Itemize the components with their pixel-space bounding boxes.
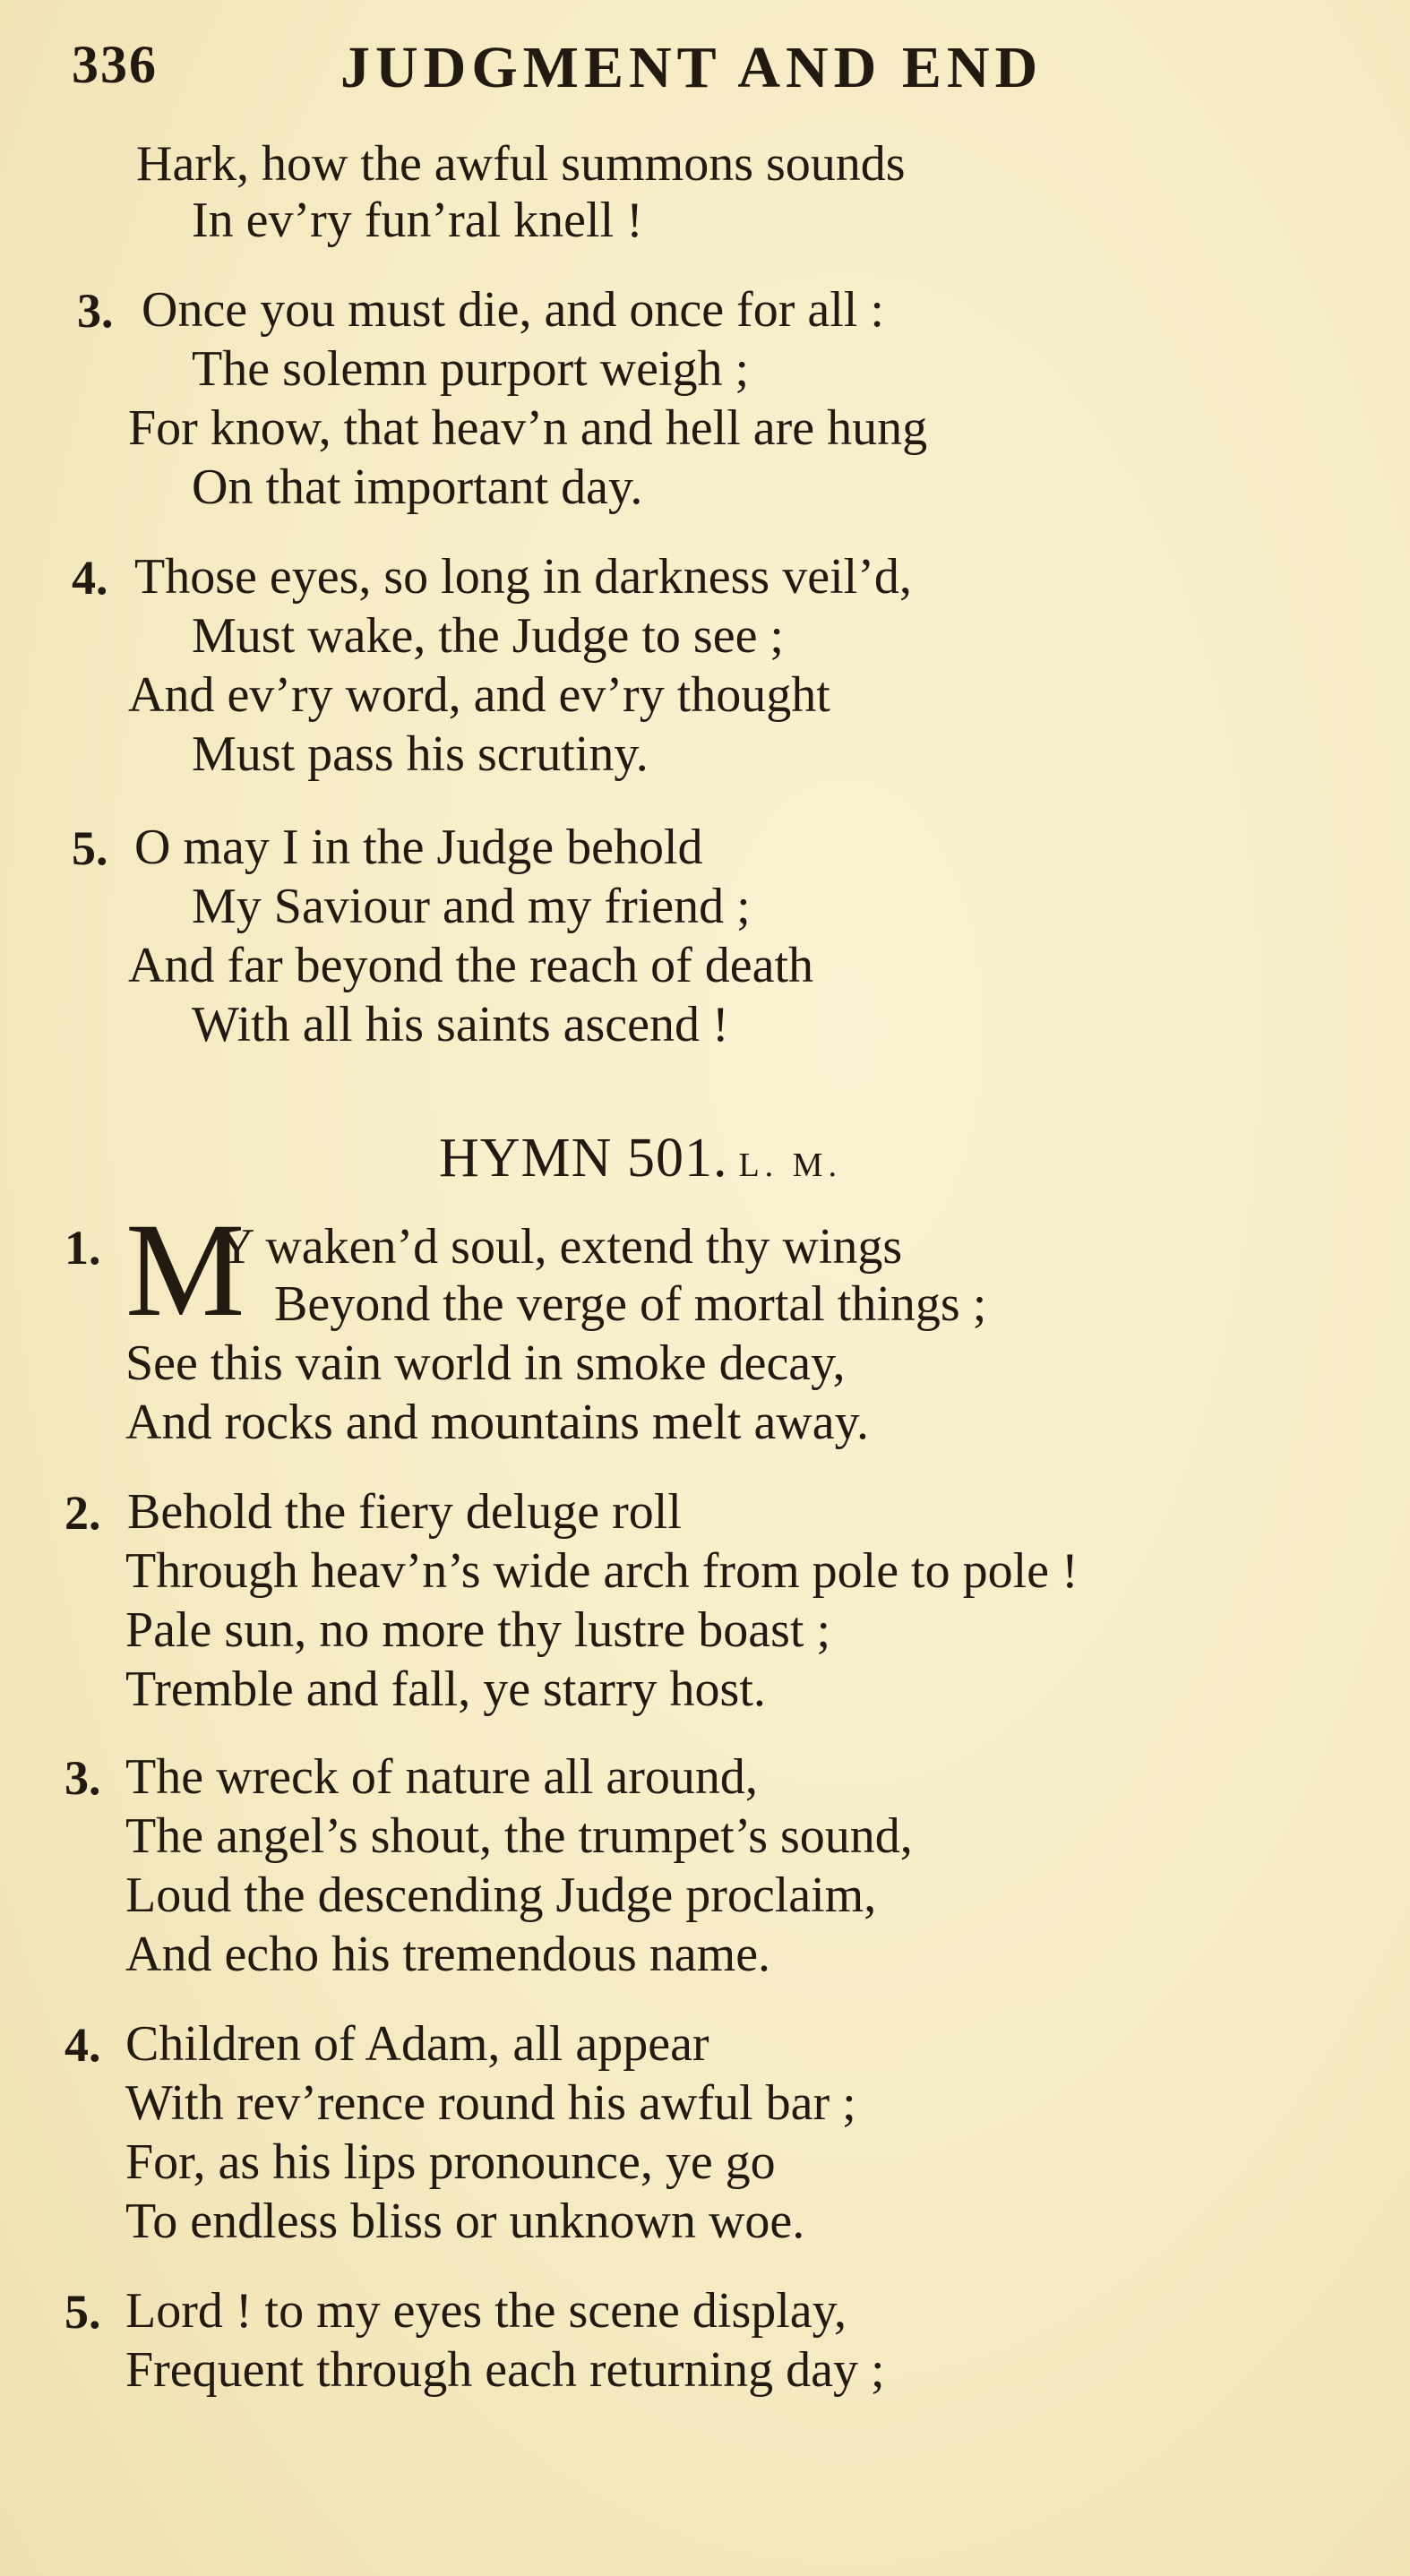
verse-line: Pale sun, no more thy lustre boast ; — [125, 1602, 831, 1658]
verse-number: 4. — [72, 551, 108, 605]
verse-number: 4. — [64, 2018, 101, 2072]
verse-line: And ev’ry word, and ev’ry thought — [128, 667, 830, 723]
verse-line: And far beyond the reach of death — [128, 938, 813, 993]
verse-number: 3. — [77, 284, 114, 338]
verse-line: Behold the fiery deluge roll — [127, 1484, 682, 1540]
verse-line: Must pass his scrutiny. — [192, 726, 649, 782]
verse-line: Those eyes, so long in darkness veil’d, — [134, 549, 912, 605]
verse-line: Lord ! to my eyes the scene display, — [125, 2283, 847, 2339]
verse-line: On that important day. — [192, 459, 643, 515]
verse-line: Tremble and fall, ye starry host. — [125, 1662, 766, 1717]
verse-line: Loud the descending Judge proclaim, — [125, 1868, 877, 1923]
page-header — [72, 34, 1075, 106]
verse-line: In ev’ry fun’ral knell ! — [192, 193, 643, 248]
verse-number: 3. — [64, 1751, 101, 1805]
verse-line: With all his saints ascend ! — [192, 997, 729, 1052]
verse-line: The angel’s shout, the trumpet’s sound, — [125, 1808, 913, 1864]
drop-cap: M — [125, 1196, 245, 1344]
verse-line: And rocks and mountains melt away. — [125, 1395, 869, 1450]
verse-line: My Saviour and my friend ; — [192, 879, 751, 934]
verse-line: Beyond the verge of mortal things ; — [274, 1276, 987, 1332]
verse-line: The wreck of nature all around, — [125, 1749, 758, 1805]
verse-line: And echo his tremendous name. — [125, 1927, 771, 1982]
verse-line: O may I in the Judge behold — [134, 820, 703, 875]
running-title: JUDGMENT AND END — [340, 35, 1044, 100]
page-number: 336 — [72, 35, 158, 94]
verse-line: Frequent through each returning day ; — [125, 2342, 885, 2398]
verse-line: To endless bliss or unknown woe. — [125, 2194, 805, 2249]
verse-line: Hark, how the awful summons sounds — [136, 136, 906, 192]
verse-number: 5. — [64, 2285, 101, 2339]
verse-line: Through heav’n’s wide arch from pole to pole ! — [125, 1543, 1079, 1599]
verse-number: 2. — [64, 1486, 101, 1540]
hymn-meter: L. M. — [738, 1146, 842, 1184]
verse-line: For, as his lips pronounce, ye go — [125, 2134, 776, 2190]
verse-line: The solemn purport weigh ; — [192, 341, 750, 397]
verse-line: Y waken’d soul, extend thy wings — [219, 1219, 903, 1275]
verse-line: Must wake, the Judge to see ; — [192, 608, 784, 664]
hymn-title: HYMN 501. — [439, 1128, 728, 1189]
verse-line: With rev’rence round his awful bar ; — [125, 2075, 856, 2131]
verse-number: 1. — [64, 1221, 101, 1275]
verse-line: Children of Adam, all appear — [125, 2016, 709, 2072]
hymn-heading — [439, 1128, 842, 1189]
verse-line: For know, that heav’n and hell are hung — [128, 400, 928, 456]
verse-line: See this vain world in smoke decay, — [125, 1335, 846, 1391]
verse-number: 5. — [72, 821, 108, 875]
verse-line: Once you must die, and once for all : — [142, 282, 884, 338]
